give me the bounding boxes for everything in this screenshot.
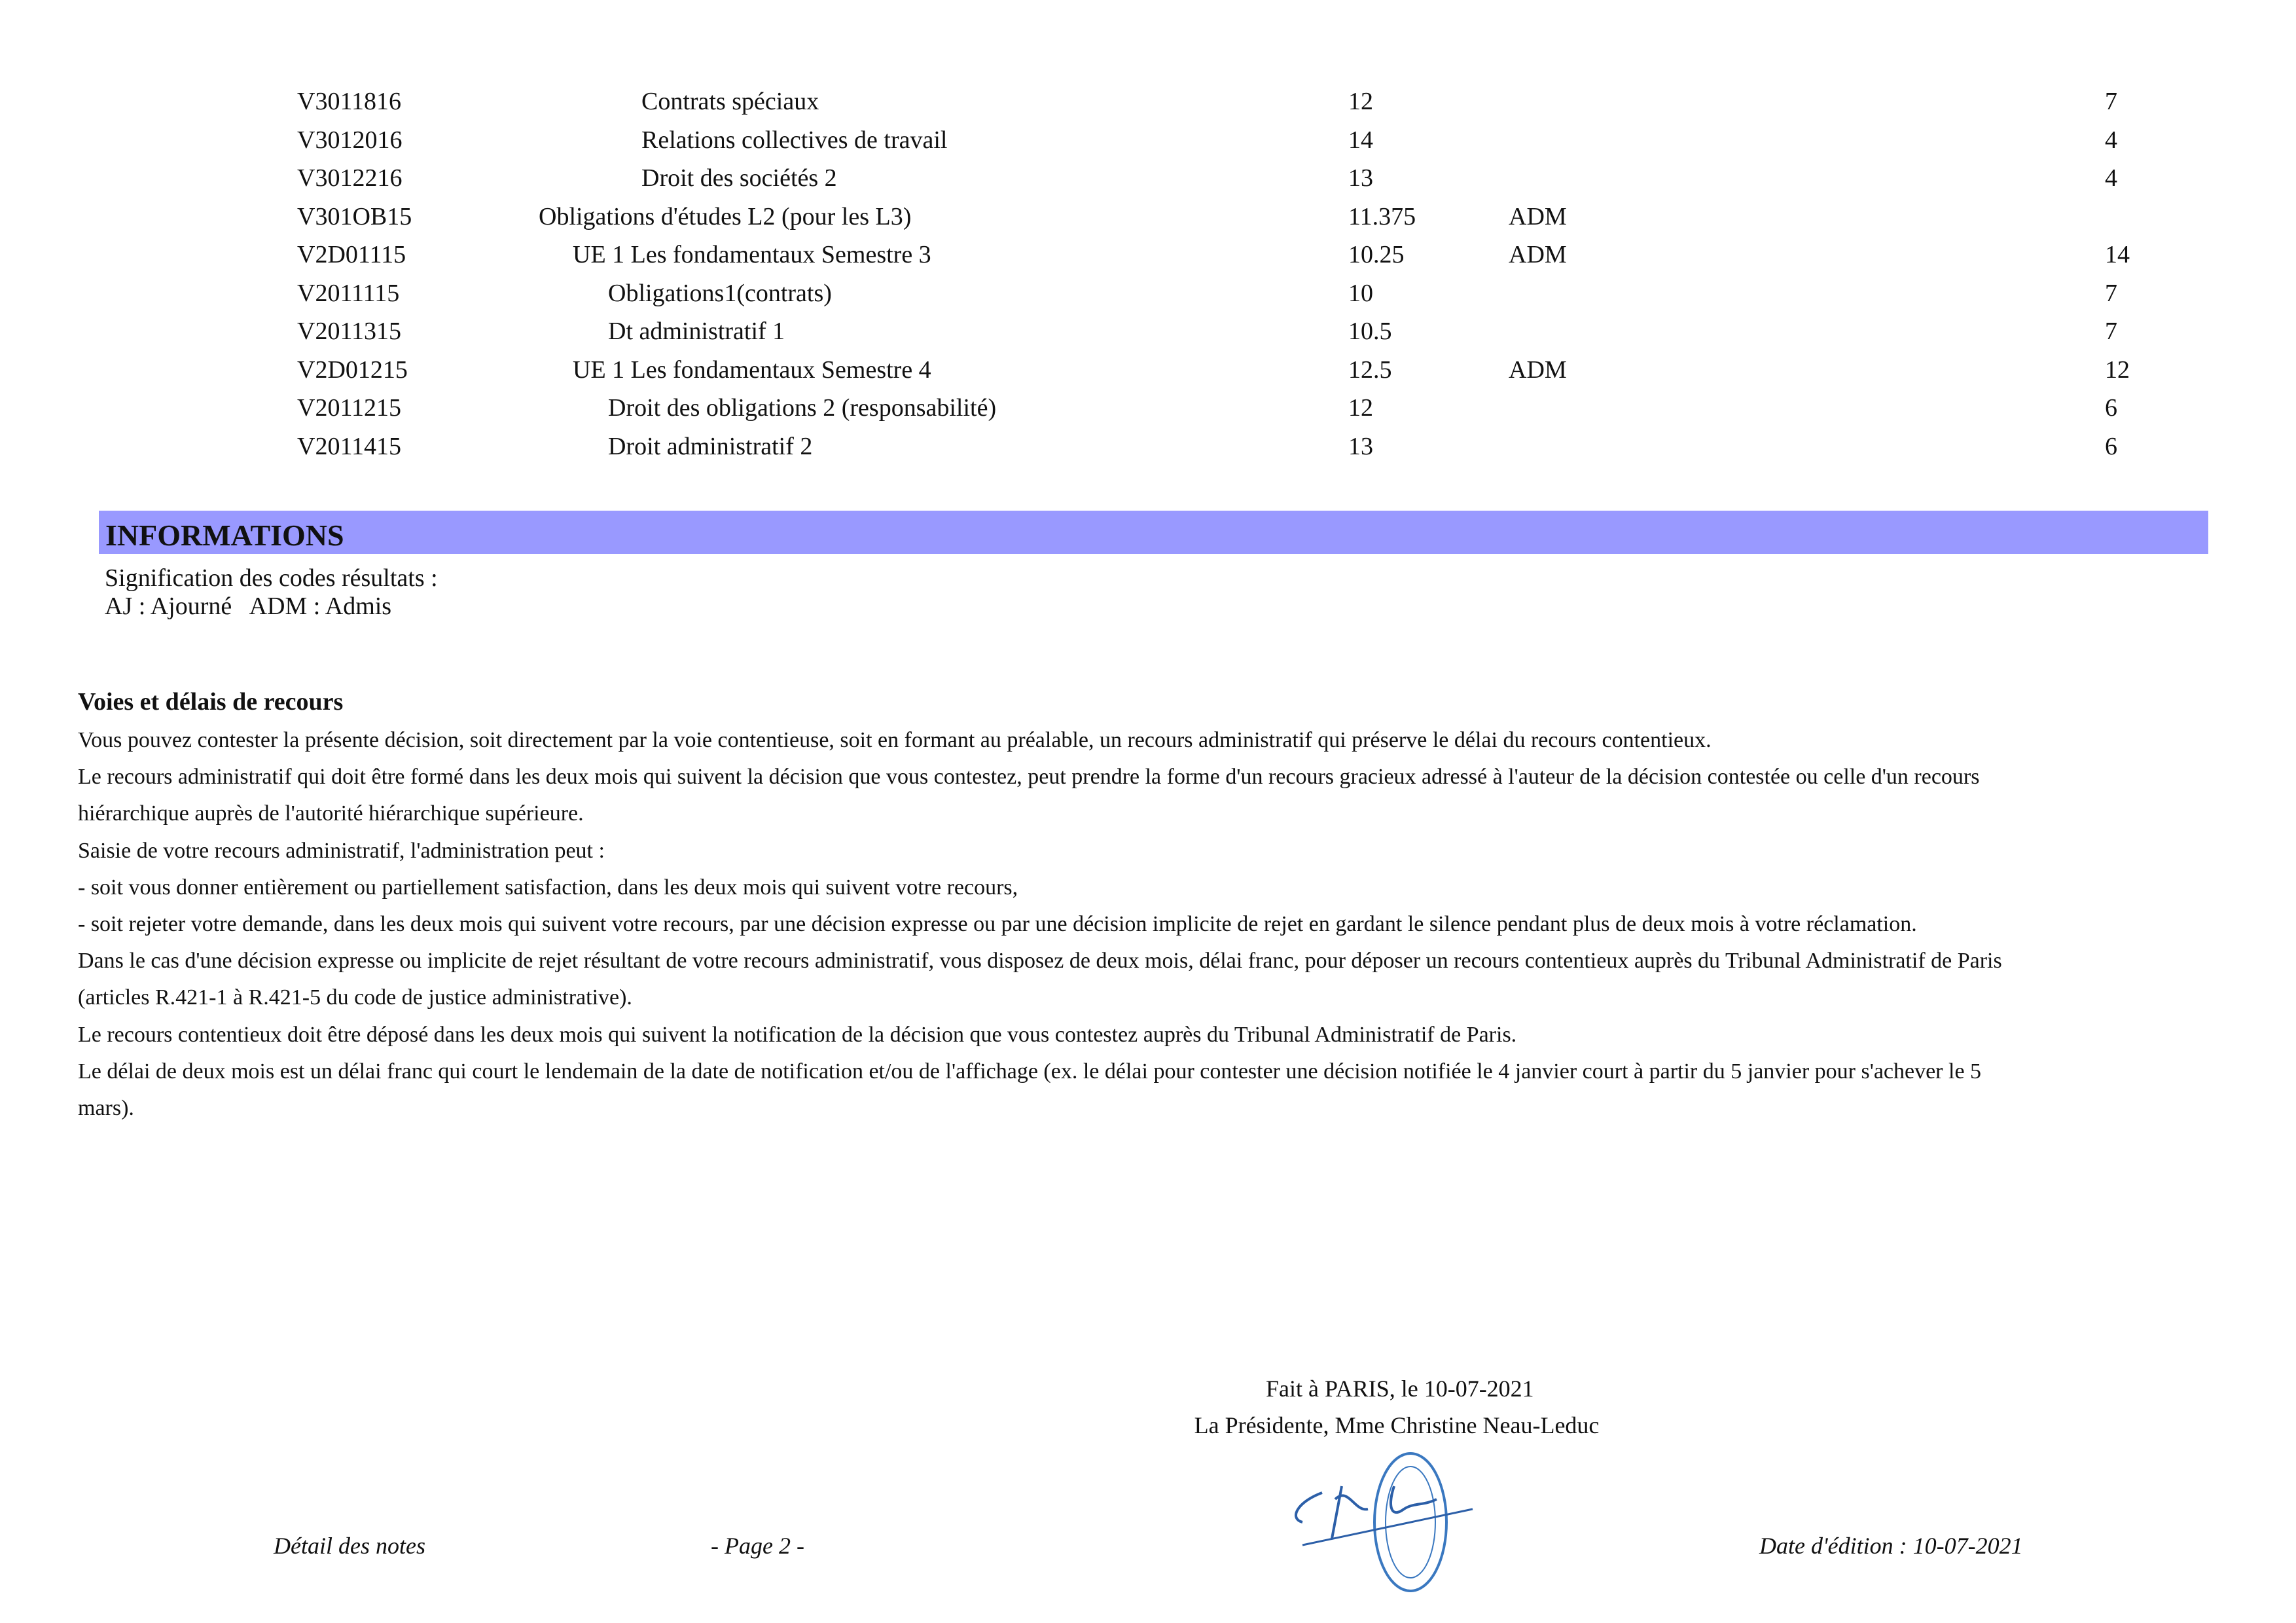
recours-line: - soit vous donner entièrement ou partiellement satisfaction, dans les deux mois qui suivent votre recours,: [78, 875, 1018, 900]
course-name: Obligations d'études L2 (pour les L3): [539, 202, 912, 230]
signature-stamp: [1283, 1447, 1486, 1597]
table-row: [0, 198, 2296, 236]
course-result: ADM: [1509, 356, 1567, 384]
course-grade: 12: [1348, 394, 1373, 422]
course-grade: 14: [1348, 126, 1373, 154]
table-row: [0, 389, 2296, 427]
course-grade: 13: [1348, 164, 1373, 192]
course-name: Droit des sociétés 2: [641, 164, 837, 192]
table-row: [0, 121, 2296, 159]
recours-line: (articles R.421-1 à R.421-5 du code de justice administrative).: [78, 985, 632, 1010]
course-credits: 7: [2105, 88, 2117, 115]
codes-label: Signification des codes résultats :: [105, 564, 438, 592]
course-credits: 7: [2105, 318, 2117, 345]
course-grade: 10.25: [1348, 241, 1405, 268]
course-code: V2011115: [297, 279, 400, 307]
course-name: Contrats spéciaux: [641, 88, 819, 115]
recours-line: mars).: [78, 1096, 134, 1120]
recours-line: Le recours administratif qui doit être formé dans les deux mois qui suivent la décision que vous contestez, peut prendre la forme d'un recours gracieux adressé à l'auteur de la décision contestée ou celle d'un recours: [78, 765, 1980, 790]
course-name: Dt administratif 1: [608, 318, 785, 345]
table-row: [0, 428, 2296, 465]
recours-line: hiérarchique auprès de l'autorité hiérarchique supérieure.: [78, 801, 584, 826]
course-code: V3012216: [297, 164, 403, 192]
course-grade: 12: [1348, 88, 1373, 115]
course-credits: 12: [2105, 356, 2130, 384]
course-code: V2011315: [297, 318, 402, 345]
recours-line: Saisie de votre recours administratif, l'administration peut :: [78, 838, 605, 863]
place-date: Fait à PARIS, le 10-07-2021: [1266, 1376, 1534, 1402]
course-code: V2D01215: [297, 356, 408, 384]
course-grade: 10: [1348, 279, 1373, 307]
stamp-signature-image: [1283, 1447, 1486, 1597]
footer-edition-date: Date d'édition : 10-07-2021: [1759, 1533, 2023, 1559]
course-name: Relations collectives de travail: [641, 126, 948, 154]
course-credits: 7: [2105, 279, 2117, 307]
course-name: Obligations1(contrats): [608, 279, 832, 307]
course-result: ADM: [1509, 241, 1567, 268]
recours-line: Vous pouvez contester la présente décision, soit directement par la voie contentieuse, soit en formant au préalable, un recours administratif qui préserve le délai du recours contentieux.: [78, 728, 1712, 752]
footer-doc-title: Détail des notes: [274, 1533, 425, 1559]
course-code: V3012016: [297, 126, 403, 154]
course-grade: 13: [1348, 432, 1373, 460]
informations-title: INFORMATIONS: [105, 519, 344, 552]
recours-line: Le recours contentieux doit être déposé dans les deux mois qui suivent la notification de la décision que vous contestez auprès du Tribunal Administratif de Paris.: [78, 1022, 1517, 1047]
course-code: V301OB15: [297, 202, 412, 230]
course-credits: 4: [2105, 164, 2117, 192]
table-row: [0, 82, 2296, 120]
course-code: V2D01115: [297, 241, 406, 268]
footer-page-number: - Page 2 -: [711, 1533, 804, 1559]
table-row: [0, 236, 2296, 274]
course-name: UE 1 Les fondamentaux Semestre 3: [573, 241, 931, 268]
course-code: V3011816: [297, 88, 402, 115]
recours-title: Voies et délais de recours: [78, 688, 344, 716]
table-row: [0, 159, 2296, 197]
recours-line: Dans le cas d'une décision expresse ou implicite de rejet résultant de votre recours administratif, vous disposez de deux mois, délai franc, pour déposer un recours contentieux auprès du Tribunal Administratif de Paris: [78, 949, 2002, 974]
course-name: UE 1 Les fondamentaux Semestre 4: [573, 356, 931, 384]
table-row: [0, 312, 2296, 350]
course-credits: 4: [2105, 126, 2117, 154]
recours-line: Le délai de deux mois est un délai franc qui court le lendemain de la date de notification et/ou de l'affichage (ex. le délai pour contester une décision notifiée le 4 janvier court à partir du 5 janvier pour s'achever le 5: [78, 1059, 1982, 1084]
course-result: ADM: [1509, 202, 1567, 230]
table-row: [0, 351, 2296, 389]
codes-legend: AJ : Ajourné ADM : Admis: [105, 593, 392, 620]
table-row: [0, 274, 2296, 312]
course-code: V2011215: [297, 394, 402, 422]
course-code: V2011415: [297, 432, 402, 460]
course-credits: 14: [2105, 241, 2130, 268]
course-credits: 6: [2105, 432, 2117, 460]
informations-header: [99, 511, 2208, 554]
course-grade: 11.375: [1348, 202, 1416, 230]
course-grade: 10.5: [1348, 318, 1392, 345]
recours-line: - soit rejeter votre demande, dans les deux mois qui suivent votre recours, par une décision expresse ou par une décision implicite de rejet en gardant le silence pendant plus de deux mois à votre réclamation.: [78, 912, 1917, 936]
course-credits: 6: [2105, 394, 2117, 422]
course-name: Droit administratif 2: [608, 432, 813, 460]
course-name: Droit des obligations 2 (responsabilité): [608, 394, 997, 422]
course-grade: 12.5: [1348, 356, 1392, 384]
signatory: La Présidente, Mme Christine Neau-Leduc: [1194, 1412, 1600, 1438]
